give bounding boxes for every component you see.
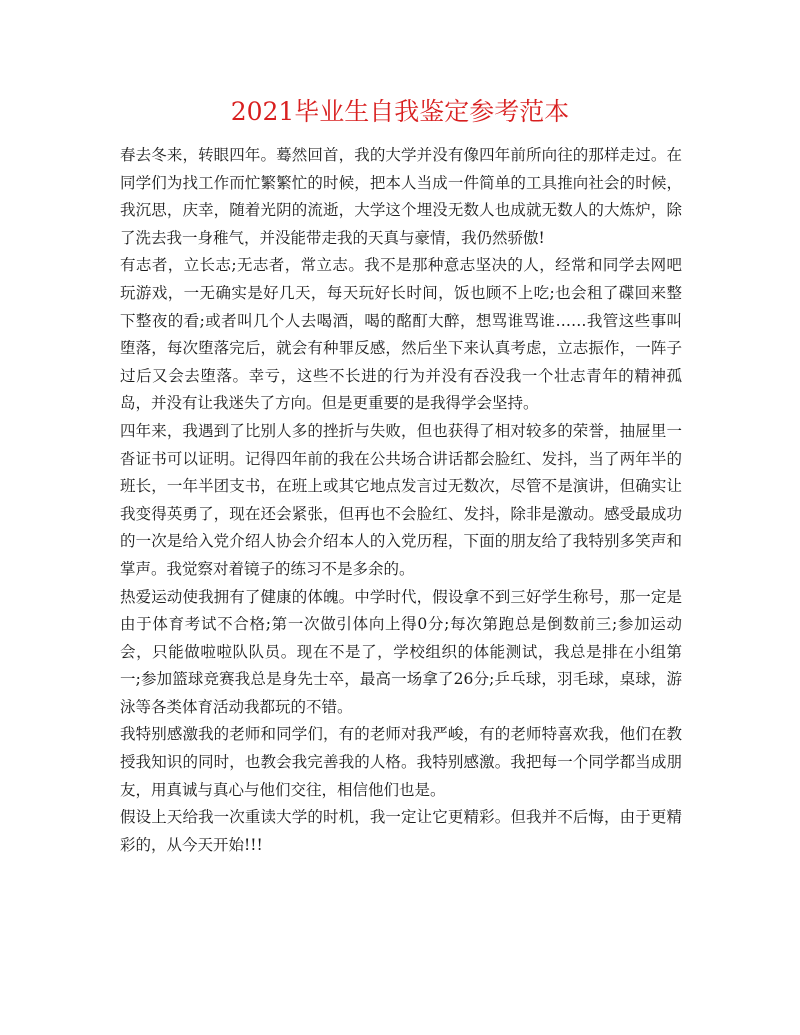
- document-title: 2021毕业生自我鉴定参考范本: [230, 97, 570, 126]
- paragraph: 热爱运动使我拥有了健康的体魄。中学时代，假设拿不到三好学生称号，那一定是由于体育考试不合格;第一次做引体向上得0分;每次第跑总是倒数前三;参加运动会，只能做啦啦队队员。现在不是了，学校组织的体能测试，我总是排在小组第一;参加篮球竞赛我总是身先士卒，最高一场拿了26分;乒乓球，羽毛球，桌球，游泳等各类体育活动我都玩的不错。: [120, 587, 682, 716]
- paragraph: 四年来，我遇到了比别人多的挫折与失败，但也获得了相对较多的荣誉，抽屉里一沓证书可以证明。记得四年前的我在公共场合讲话都会脸红、发抖，当了两年半的班长，一年半团支书，在班上或其它地点发言过无数次，尽管不是演讲，但确实让我变得英勇了，现在还会紧张，但再也不会脸红、发抖，除非是激动。感受最成功的一次是给入党介绍人协会介绍本人的入党历程，下面的朋友给了我特别多笑声和掌声。我觉察对着镜子的练习不是多余的。: [120, 421, 682, 578]
- paragraph: 春去冬来，转眼四年。蓦然回首，我的大学并没有像四年前所向往的那样走过。在同学们为找工作而忙繁繁忙的时候，把本人当成一件简单的工具推向社会的时候，我沉思，庆幸，随着光阴的流逝，大学这个埋没无数人也成就无数人的大炼炉，除了洗去我一身稚气，并没能带走我的天真与豪情，我仍然骄傲!: [120, 146, 682, 247]
- paragraph: 有志者，立长志;无志者，常立志。我不是那种意志坚决的人，经常和同学去网吧玩游戏，一无确实是好几天，每天玩好长时间，饭也顾不上吃;也会租了碟回来整下整夜的看;或者叫几个人去喝酒，喝的酩酊大醉，想骂谁骂谁……我管这些事叫堕落，每次堕落完后，就会有种罪反感，然后坐下来认真考虑，立志振作，一阵子过后又会去堕落。幸亏，这些不长进的行为并没有吞没我一个壮志青年的精神孤岛，并没有让我迷失了方向。但是更重要的是我得学会坚持。: [120, 256, 682, 413]
- document-body: [120, 142, 682, 859]
- paragraph: 我特别感激我的老师和同学们，有的老师对我严峻，有的老师特喜欢我，他们在教授我知识的同时，也教会我完善我的人格。我特别感激。我把每一个同学都当成朋友，用真诚与真心与他们交往，相信他们也是。: [120, 725, 682, 799]
- paragraph: 假设上天给我一次重读大学的时机，我一定让它更精彩。但我并不后悔，由于更精彩的，从今天开始!!!: [120, 808, 682, 854]
